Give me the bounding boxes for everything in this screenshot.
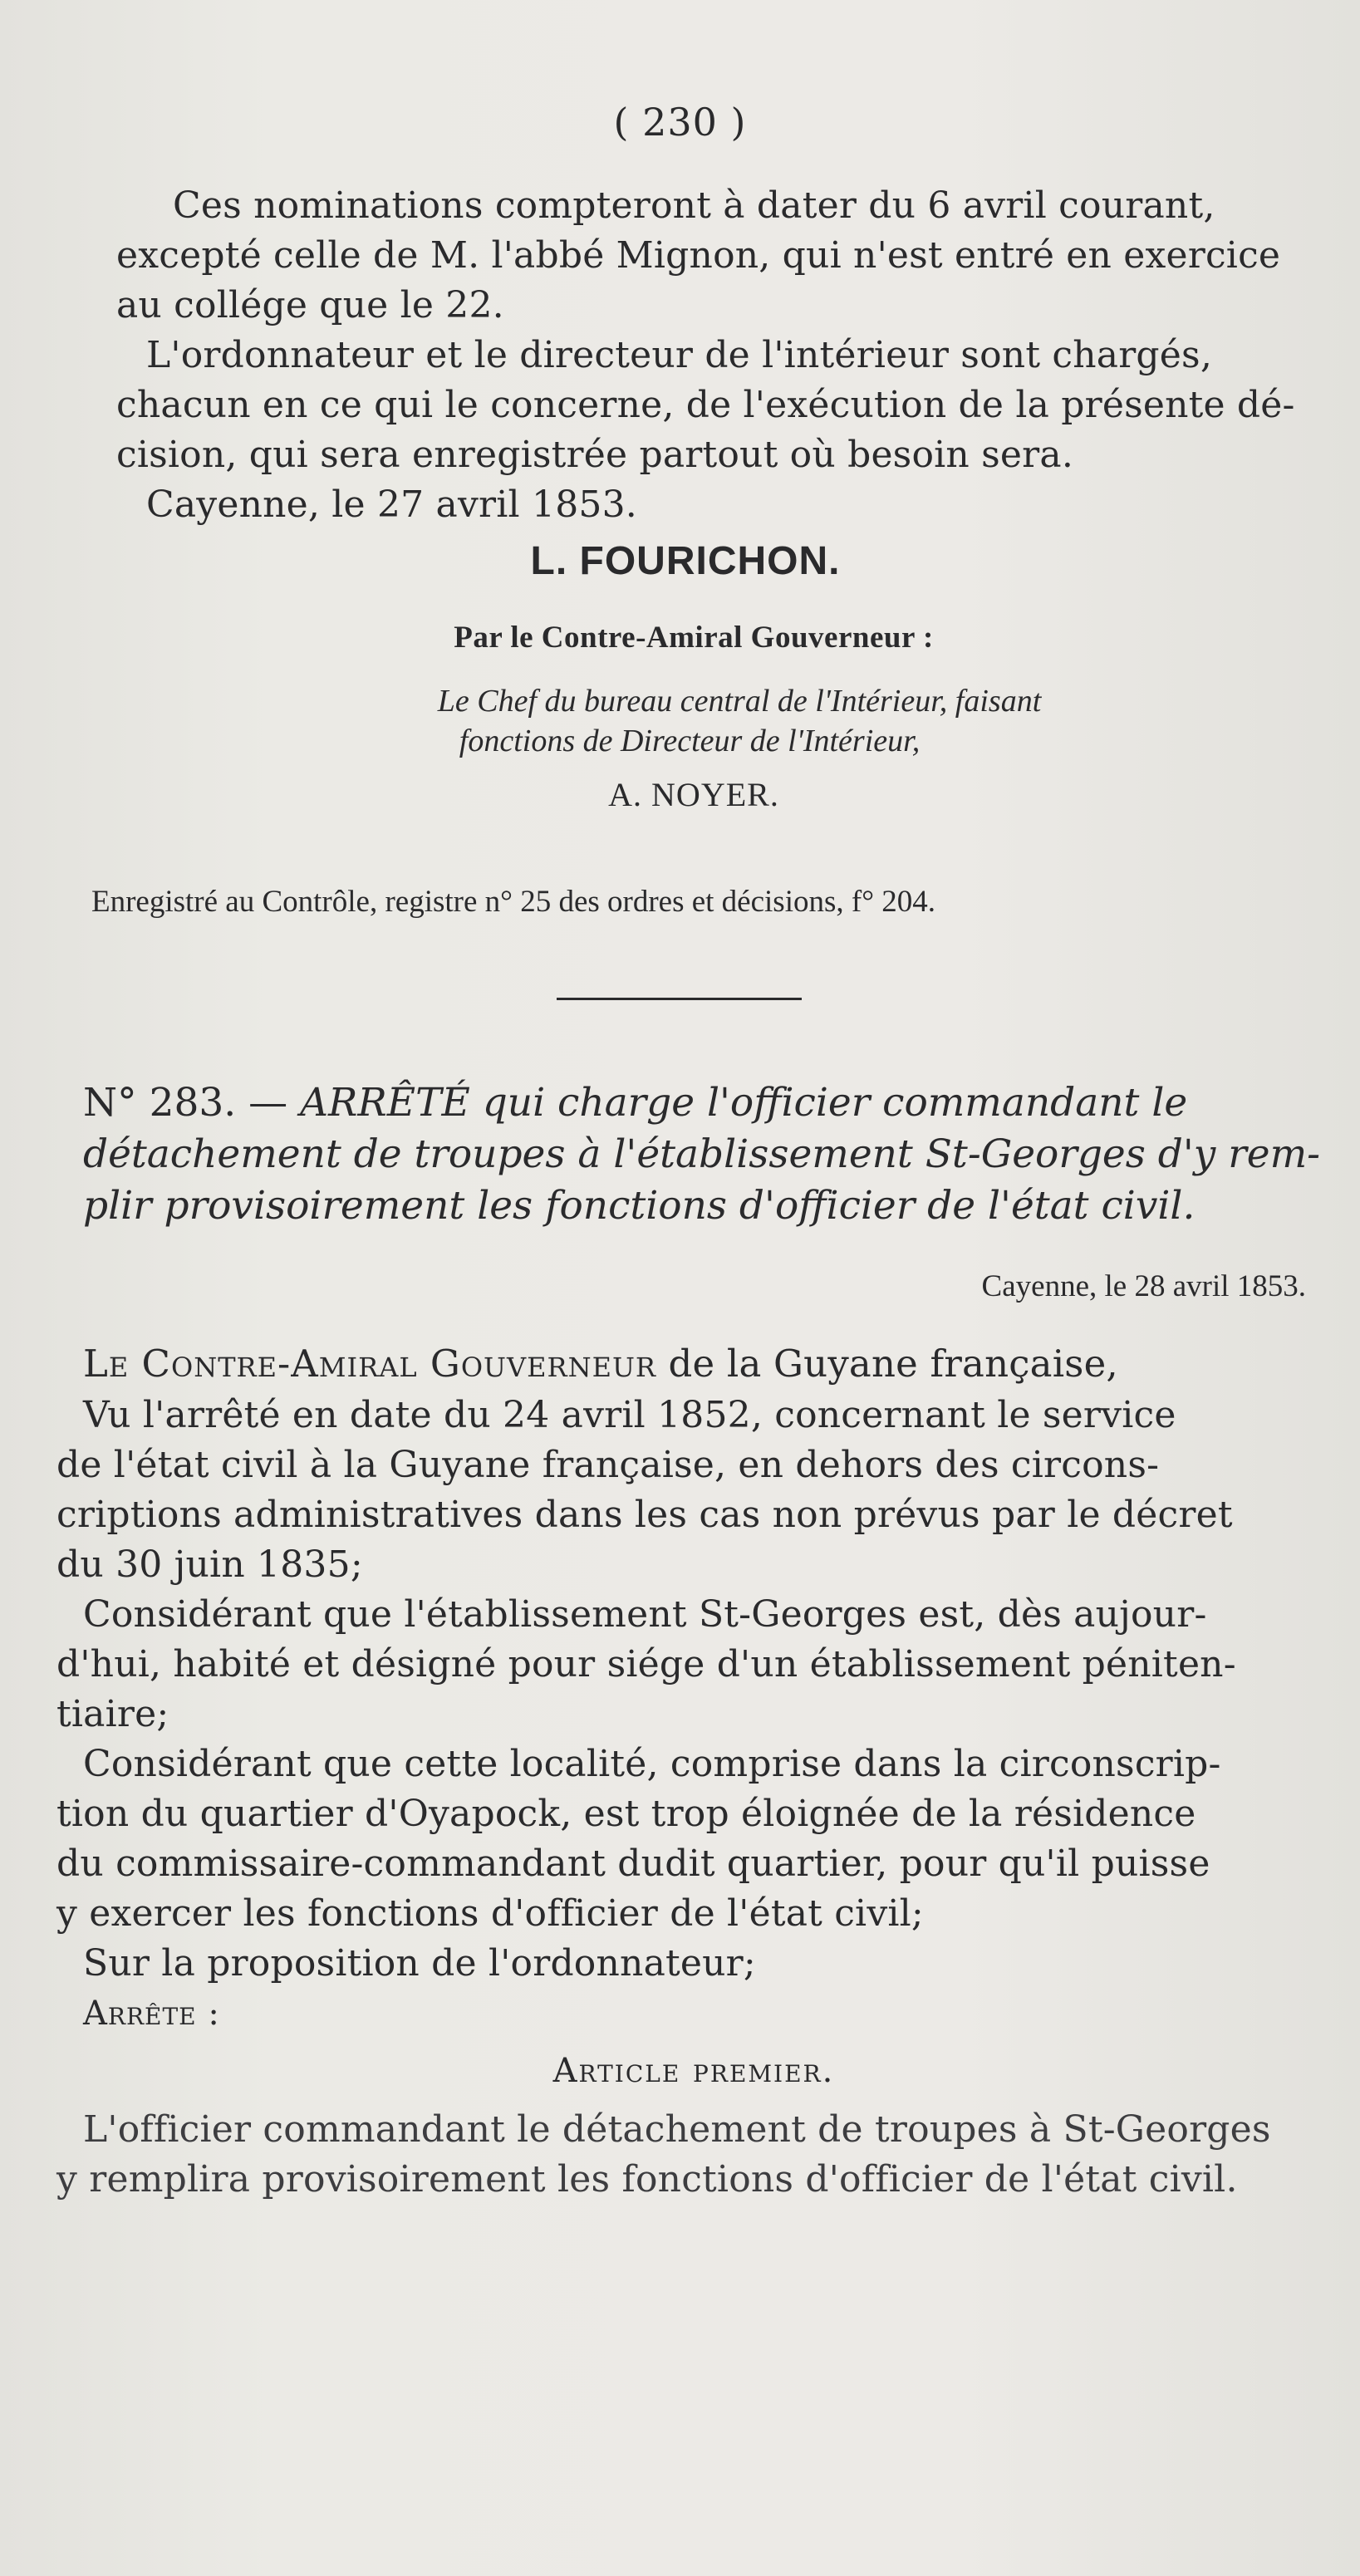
arrete-date: Cayenne, le 28 avril 1853. <box>981 1269 1306 1303</box>
text-line: excepté celle de M. l'abbé Mignon, qui n'est entré en exercice <box>116 234 1281 277</box>
arrete-verb: Arrête : <box>83 1995 220 2033</box>
text-line: de l'état civil à la Guyane française, en dehors des circons- <box>56 1444 1160 1486</box>
text-line: L'ordonnateur et le directeur de l'intérieur sont chargés, <box>146 334 1213 376</box>
text-line: d'hui, habité et désigné pour siége d'un établissement péniten- <box>56 1643 1236 1685</box>
text-line: Ces nominations compteront à dater du 6 avril courant, <box>173 184 1215 227</box>
registration-note: Enregistré au Contrôle, registre n° 25 des ordres et décisions, f° 204. <box>91 885 936 919</box>
text-line: Sur la proposition de l'ordonnateur; <box>83 1942 756 1985</box>
text-line: Considérant que l'établissement St-Georges est, dès aujour- <box>83 1593 1207 1636</box>
arrete-title-text: ARRÊTÉ qui charge l'officier commandant le <box>300 1080 1188 1126</box>
text-line: y remplira provisoirement les fonctions d'officier de l'état civil. <box>56 2158 1238 2201</box>
chef-title-line: Le Chef du bureau central de l'Intérieur, faisant <box>437 684 1042 719</box>
text-line: Cayenne, le 27 avril 1853. <box>146 483 637 526</box>
countersignature-name: A. NOYER. <box>608 776 779 813</box>
text-line: tion du quartier d'Oyapock, est trop éloignée de la résidence <box>56 1793 1196 1835</box>
text-line: cision, qui sera enregistrée partout où besoin sera. <box>116 434 1074 476</box>
text-line: Considérant que cette localité, comprise dans la circonscrip- <box>83 1743 1221 1785</box>
text-line: L'officier commandant le détachement de troupes à St-Georges <box>83 2108 1271 2151</box>
text-line: criptions administratives dans les cas non prévus par le décret <box>56 1494 1233 1536</box>
issuer-title: Le Contre-Amiral Gouverneur <box>83 1342 657 1386</box>
arrete-number: N° 283. — <box>83 1080 301 1126</box>
text-line: chacun en ce qui le concerne, de l'exécution de la présente dé- <box>116 384 1295 426</box>
arrete-intro: Le Contre-Amiral Gouverneur de la Guyane française, <box>83 1342 1118 1386</box>
signature-name: L. FOURICHON. <box>530 539 841 583</box>
text-line: au collége que le 22. <box>116 284 504 326</box>
text-line: Vu l'arrêté en date du 24 avril 1852, concernant le service <box>83 1394 1176 1436</box>
chef-title-line: fonctions de Directeur de l'Intérieur, <box>459 724 921 758</box>
text-line: tiaire; <box>56 1693 169 1735</box>
arrete-title-line: plir provisoirement les fonctions d'officier de l'état civil. <box>83 1183 1196 1229</box>
text-line: y exercer les fonctions d'officier de l'état civil; <box>56 1892 924 1935</box>
signature-par: Par le Contre-Amiral Gouverneur : <box>454 621 934 655</box>
arrete-title-line: détachement de troupes à l'établissement St-Georges d'y rem- <box>83 1131 1321 1177</box>
arrete-heading <box>83 1080 1187 1126</box>
page-number: ( 230 ) <box>613 100 747 145</box>
article-heading: Article premier. <box>552 2052 835 2090</box>
section-divider <box>557 998 802 1000</box>
text-line: du 30 juin 1835; <box>56 1543 363 1586</box>
text-line: du commissaire-commandant dudit quartier, pour qu'il puisse <box>56 1842 1210 1885</box>
